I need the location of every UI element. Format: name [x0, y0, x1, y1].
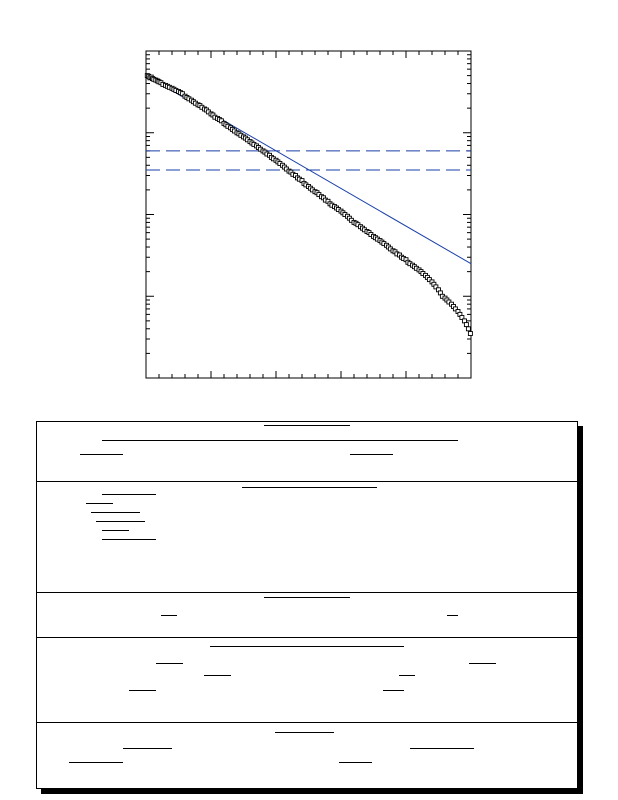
underline-rule [96, 521, 145, 522]
data-point [466, 327, 470, 331]
underline-rule [399, 675, 415, 676]
panel-section [37, 481, 577, 593]
underline-rule [264, 425, 350, 426]
data-point [468, 332, 472, 336]
underline-rule [350, 454, 393, 455]
underline-rule [102, 494, 156, 495]
underline-rule [80, 454, 123, 455]
underline-rule [156, 663, 183, 664]
underline-rule [129, 690, 156, 691]
underline-rule [264, 597, 350, 598]
underline-rule [102, 539, 156, 540]
underline-rule [469, 663, 496, 664]
underline-rule [86, 503, 113, 504]
panel-section [37, 422, 577, 482]
underline-rule [410, 748, 475, 749]
underline-rule [339, 762, 371, 763]
underline-rule [204, 675, 231, 676]
panel-section [37, 722, 577, 788]
underline-rule [210, 646, 404, 647]
underline-rule [161, 615, 177, 616]
underline-rule [383, 690, 405, 691]
underline-rule [242, 487, 377, 488]
data-points [145, 74, 472, 336]
underline-rule [91, 512, 140, 513]
text-panel [36, 421, 578, 789]
underline-rule [123, 748, 172, 749]
reference-lines [146, 151, 471, 170]
panel-section [37, 592, 577, 638]
underline-rule [102, 440, 458, 441]
data-point [464, 323, 468, 327]
underline-rule [447, 615, 458, 616]
underline-rule [102, 530, 129, 531]
panel-section [37, 637, 577, 723]
underline-rule [275, 732, 334, 733]
underline-rule [69, 762, 123, 763]
